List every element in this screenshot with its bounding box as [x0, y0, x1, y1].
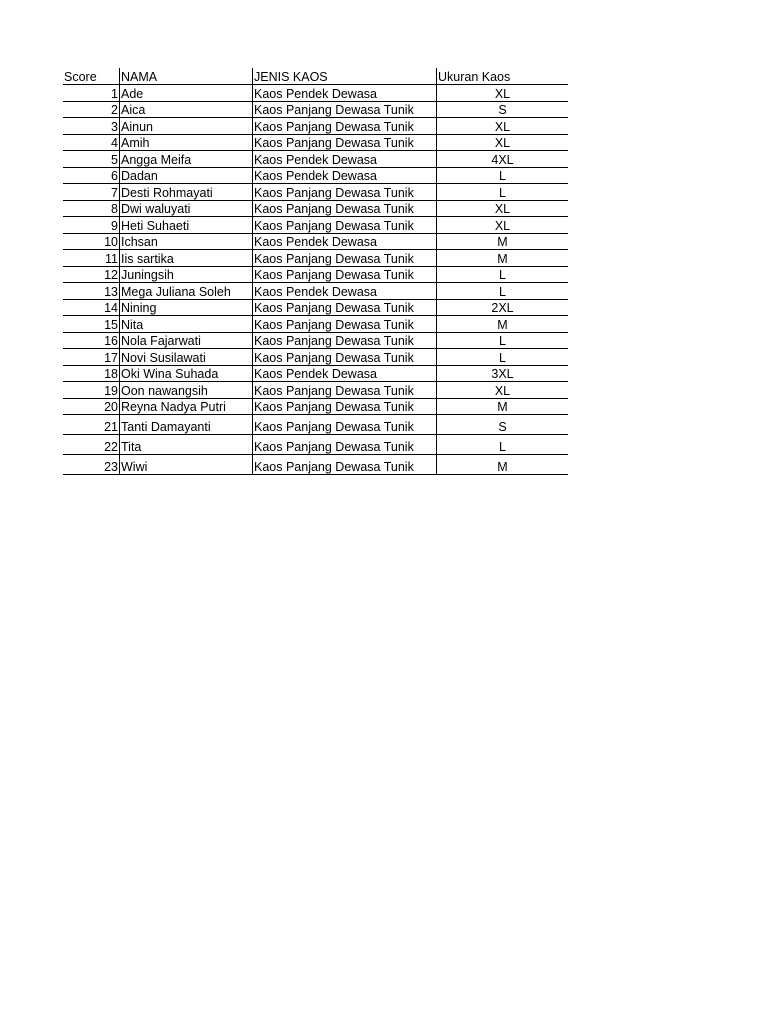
cell-nama: Aica	[120, 101, 253, 118]
cell-ukuran-kaos: M	[437, 455, 569, 475]
table-row	[63, 435, 568, 455]
cell-score: 19	[63, 382, 120, 399]
cell-nama: Ainun	[120, 118, 253, 135]
cell-jenis-kaos: Kaos Pendek Dewasa	[253, 365, 437, 382]
table-row	[63, 101, 568, 118]
cell-jenis-kaos: Kaos Panjang Dewasa Tunik	[253, 200, 437, 217]
cell-score: 7	[63, 184, 120, 201]
cell-ukuran-kaos: M	[437, 316, 569, 333]
cell-ukuran-kaos: XL	[437, 200, 569, 217]
table-row	[63, 283, 568, 300]
cell-score: 9	[63, 217, 120, 234]
table-row	[63, 266, 568, 283]
cell-nama: Nining	[120, 299, 253, 316]
cell-score: 15	[63, 316, 120, 333]
cell-score: 6	[63, 167, 120, 184]
cell-ukuran-kaos: M	[437, 250, 569, 267]
cell-ukuran-kaos: 3XL	[437, 365, 569, 382]
table-row	[63, 332, 568, 349]
cell-jenis-kaos: Kaos Panjang Dewasa Tunik	[253, 101, 437, 118]
table-row	[63, 455, 568, 475]
cell-nama: Nita	[120, 316, 253, 333]
cell-ukuran-kaos: L	[437, 283, 569, 300]
cell-ukuran-kaos: 4XL	[437, 151, 569, 168]
table-row	[63, 151, 568, 168]
cell-jenis-kaos: Kaos Panjang Dewasa Tunik	[253, 455, 437, 475]
cell-score: 21	[63, 415, 120, 435]
cell-score: 17	[63, 349, 120, 366]
cell-ukuran-kaos: S	[437, 101, 569, 118]
table-row	[63, 233, 568, 250]
cell-nama: Desti Rohmayati	[120, 184, 253, 201]
table-row	[63, 349, 568, 366]
cell-jenis-kaos: Kaos Panjang Dewasa Tunik	[253, 118, 437, 135]
cell-score: 20	[63, 398, 120, 415]
cell-ukuran-kaos: XL	[437, 85, 569, 102]
cell-ukuran-kaos: L	[437, 332, 569, 349]
cell-score: 18	[63, 365, 120, 382]
cell-nama: Amih	[120, 134, 253, 151]
cell-ukuran-kaos: L	[437, 435, 569, 455]
cell-score: 2	[63, 101, 120, 118]
cell-jenis-kaos: Kaos Pendek Dewasa	[253, 283, 437, 300]
cell-nama: Oon nawangsih	[120, 382, 253, 399]
cell-ukuran-kaos: XL	[437, 382, 569, 399]
table-row	[63, 200, 568, 217]
header-score: Score	[63, 68, 120, 85]
cell-score: 11	[63, 250, 120, 267]
cell-jenis-kaos: Kaos Panjang Dewasa Tunik	[253, 266, 437, 283]
cell-nama: Mega Juliana Soleh	[120, 283, 253, 300]
cell-jenis-kaos: Kaos Panjang Dewasa Tunik	[253, 184, 437, 201]
cell-nama: Novi Susilawati	[120, 349, 253, 366]
cell-nama: Ichsan	[120, 233, 253, 250]
cell-jenis-kaos: Kaos Panjang Dewasa Tunik	[253, 134, 437, 151]
cell-nama: Tanti Damayanti	[120, 415, 253, 435]
cell-nama: Juningsih	[120, 266, 253, 283]
cell-score: 8	[63, 200, 120, 217]
cell-jenis-kaos: Kaos Panjang Dewasa Tunik	[253, 332, 437, 349]
cell-score: 16	[63, 332, 120, 349]
cell-ukuran-kaos: 2XL	[437, 299, 569, 316]
cell-score: 1	[63, 85, 120, 102]
cell-jenis-kaos: Kaos Panjang Dewasa Tunik	[253, 250, 437, 267]
cell-jenis-kaos: Kaos Panjang Dewasa Tunik	[253, 299, 437, 316]
cell-nama: Iis sartika	[120, 250, 253, 267]
table-row	[63, 398, 568, 415]
cell-jenis-kaos: Kaos Panjang Dewasa Tunik	[253, 382, 437, 399]
cell-nama: Wiwi	[120, 455, 253, 475]
cell-jenis-kaos: Kaos Pendek Dewasa	[253, 151, 437, 168]
cell-nama: Dadan	[120, 167, 253, 184]
cell-ukuran-kaos: S	[437, 415, 569, 435]
cell-score: 22	[63, 435, 120, 455]
shirt-size-table	[63, 68, 568, 475]
cell-nama: Dwi waluyati	[120, 200, 253, 217]
cell-score: 5	[63, 151, 120, 168]
cell-jenis-kaos: Kaos Pendek Dewasa	[253, 85, 437, 102]
table-row	[63, 316, 568, 333]
cell-ukuran-kaos: L	[437, 266, 569, 283]
table-row	[63, 250, 568, 267]
table-row	[63, 184, 568, 201]
cell-jenis-kaos: Kaos Panjang Dewasa Tunik	[253, 435, 437, 455]
cell-score: 13	[63, 283, 120, 300]
cell-jenis-kaos: Kaos Panjang Dewasa Tunik	[253, 217, 437, 234]
cell-jenis-kaos: Kaos Pendek Dewasa	[253, 167, 437, 184]
cell-ukuran-kaos: XL	[437, 118, 569, 135]
cell-ukuran-kaos: L	[437, 349, 569, 366]
table-row	[63, 134, 568, 151]
cell-nama: Tita	[120, 435, 253, 455]
cell-jenis-kaos: Kaos Panjang Dewasa Tunik	[253, 415, 437, 435]
cell-nama: Nola Fajarwati	[120, 332, 253, 349]
cell-ukuran-kaos: M	[437, 233, 569, 250]
table-row	[63, 299, 568, 316]
cell-jenis-kaos: Kaos Panjang Dewasa Tunik	[253, 398, 437, 415]
cell-jenis-kaos: Kaos Pendek Dewasa	[253, 233, 437, 250]
header-ukuran-kaos: Ukuran Kaos	[437, 68, 569, 85]
cell-ukuran-kaos: M	[437, 398, 569, 415]
cell-jenis-kaos: Kaos Panjang Dewasa Tunik	[253, 349, 437, 366]
table-body	[63, 85, 568, 475]
cell-score: 14	[63, 299, 120, 316]
cell-ukuran-kaos: XL	[437, 134, 569, 151]
table-row	[63, 382, 568, 399]
cell-score: 23	[63, 455, 120, 475]
table-row	[63, 415, 568, 435]
cell-nama: Heti Suhaeti	[120, 217, 253, 234]
cell-ukuran-kaos: XL	[437, 217, 569, 234]
table-row	[63, 365, 568, 382]
header-jenis-kaos: JENIS KAOS	[253, 68, 437, 85]
cell-nama: Oki Wina Suhada	[120, 365, 253, 382]
cell-score: 10	[63, 233, 120, 250]
cell-ukuran-kaos: L	[437, 167, 569, 184]
cell-nama: Angga Meifa	[120, 151, 253, 168]
header-row	[63, 68, 568, 85]
table-row	[63, 85, 568, 102]
cell-score: 4	[63, 134, 120, 151]
cell-nama: Reyna Nadya Putri	[120, 398, 253, 415]
cell-ukuran-kaos: L	[437, 184, 569, 201]
cell-score: 3	[63, 118, 120, 135]
cell-jenis-kaos: Kaos Panjang Dewasa Tunik	[253, 316, 437, 333]
table-row	[63, 217, 568, 234]
cell-score: 12	[63, 266, 120, 283]
table-row	[63, 118, 568, 135]
header-nama: NAMA	[120, 68, 253, 85]
table-row	[63, 167, 568, 184]
cell-nama: Ade	[120, 85, 253, 102]
